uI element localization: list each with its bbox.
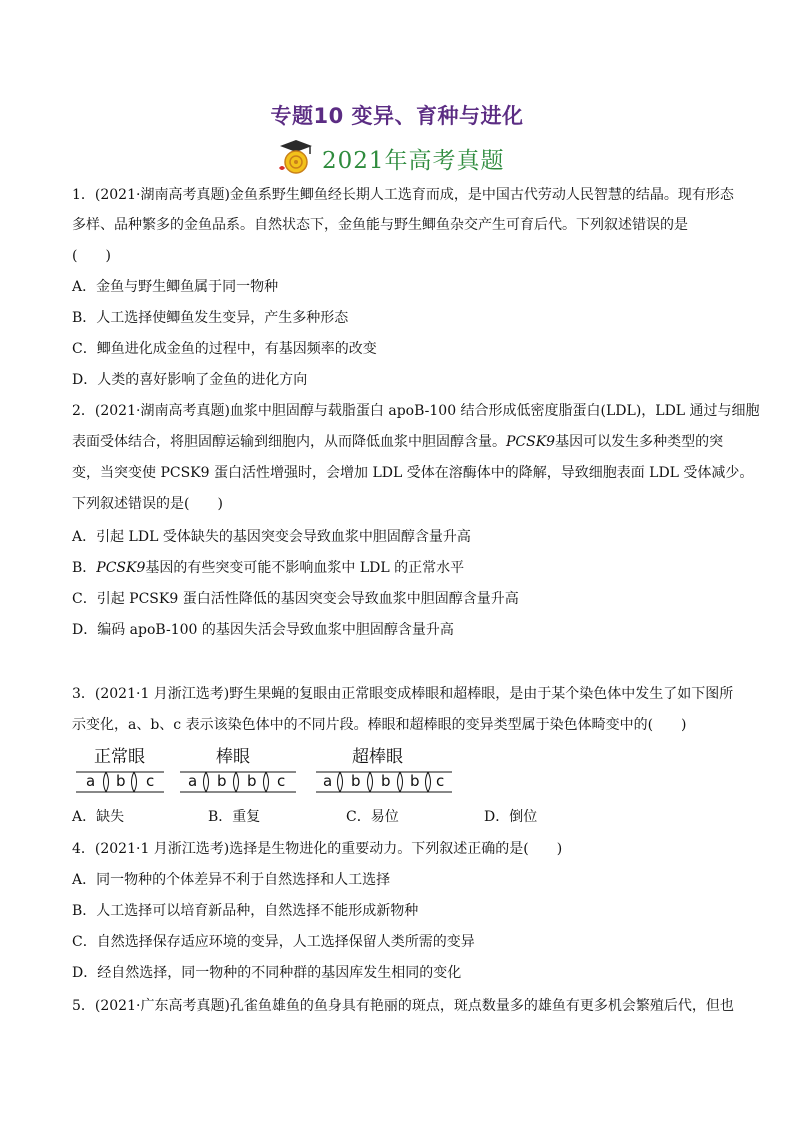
subtitle: 2021年高考真题 [322, 148, 505, 174]
q2-option-b-prefix: B． [72, 560, 97, 576]
bar-seg-b1: b [217, 772, 227, 790]
q2-line-2 [72, 433, 723, 451]
ultra-seg-c: c [436, 772, 445, 790]
label-ultra-bar-eye: 超棒眼 [352, 747, 403, 767]
label-bar-eye: 棒眼 [216, 747, 250, 767]
ultra-seg-a: a [323, 772, 333, 790]
page-title: 专题10 变异、育种与进化 [270, 104, 524, 128]
q2-option-b-gene: PCSK9 [96, 560, 146, 576]
q1-line-3: ( ) [72, 248, 111, 264]
ultra-seg-b2: b [381, 772, 391, 790]
q1-line-2: 多样、品种繁多的金鱼品系。自然状态下，金鱼能与野生鲫鱼杂交产生可育后代。下列叙述错误的是 [72, 217, 688, 233]
q4-option-b: B．人工选择可以培育新品种，自然选择不能形成新物种 [72, 903, 419, 919]
q4-option-c: C．自然选择保存适应环境的变异，人工选择保留人类所需的变异 [72, 934, 475, 950]
q4-line-1: 4．(2021·1 月浙江选考)选择是生物进化的重要动力。下列叙述正确的是( ) [72, 841, 563, 857]
q2-line-1: 2．(2021·湖南高考真题)血浆中胆固醇与载脂蛋白 apoB-100 结合形成低密度脂蛋白(LDL)，LDL 通过与细胞 [72, 403, 760, 419]
ultra-seg-b3: b [410, 772, 420, 790]
q2-option-c: C．引起 PCSK9 蛋白活性降低的基因突变会导致血浆中胆固醇含量升高 [72, 591, 519, 607]
q1-option-a: A．金鱼与野生鲫鱼属于同一物种 [72, 279, 279, 295]
q3-line-2: 示变化，a、b、c 表示该染色体中的不同片段。棒眼和超棒眼的变异类型属于染色体畸变中的( ) [72, 717, 687, 733]
bar-seg-b2: b [247, 772, 257, 790]
q4-option-d: D．经自然选择，同一物种的不同种群的基因库发生相同的变化 [72, 965, 462, 981]
q4-option-a: A．同一物种的个体差异不利于自然选择和人工选择 [72, 872, 391, 888]
q1-option-c: C．鲫鱼进化成金鱼的过程中，有基因频率的改变 [72, 341, 377, 357]
q3-line-1: 3．(2021·1 月浙江选考)野生果蝇的复眼由正常眼变成棒眼和超棒眼，是由于某个染色体中发生了如下图所 [72, 686, 734, 702]
q3-option-b: B．重复 [208, 809, 261, 825]
q3-option-a: A．缺失 [72, 809, 125, 825]
q2-line-4: 下列叙述错误的是( ) [72, 496, 223, 512]
q1-option-b: B．人工选择使鲫鱼发生变异，产生多种形态 [72, 310, 349, 326]
q1-option-d: D．人类的喜好影响了金鱼的进化方向 [72, 372, 308, 388]
q2-option-a: A．引起 LDL 受体缺失的基因突变会导致血浆中胆固醇含量升高 [72, 529, 471, 545]
q3-option-d: D．倒位 [484, 809, 538, 825]
q2-gene-name: PCSK9 [506, 434, 556, 450]
q2-option-b [72, 559, 464, 577]
graduate-logo-icon [276, 138, 316, 176]
ultra-seg-b1: b [351, 772, 361, 790]
q5-line-1: 5．(2021·广东高考真题)孔雀鱼雄鱼的鱼身具有艳丽的斑点，斑点数量多的雄鱼有更多机会繁殖后代，但也 [72, 998, 734, 1014]
q3-option-c: C．易位 [346, 809, 399, 825]
q2-line-2-tail: 基因可以发生多种类型的突 [555, 434, 724, 450]
subtitle-banner [0, 138, 794, 178]
normal-seg-b: b [116, 772, 126, 790]
chromosome-diagram [72, 742, 472, 800]
bar-seg-c: c [277, 772, 286, 790]
label-normal-eye: 正常眼 [94, 747, 145, 767]
q2-line-3: 变，当突变使 PCSK9 蛋白活性增强时，会增加 LDL 受体在溶酶体中的降解，导致细胞表面 LDL 受体减少。 [72, 465, 754, 481]
q2-option-b-text: 基因的有些突变可能不影响血浆中 LDL 的正常水平 [145, 560, 465, 576]
q1-line-1: 1．(2021·湖南高考真题)金鱼系野生鲫鱼经长期人工选育而成，是中国古代劳动人民智慧的结晶。现有形态 [72, 187, 734, 203]
normal-seg-a: a [86, 772, 96, 790]
normal-seg-c: c [146, 772, 155, 790]
q2-line-2-text: 表面受体结合，将胆固醇运输到细胞内，从而降低血浆中胆固醇含量。 [72, 434, 506, 450]
q2-option-d: D．编码 apoB-100 的基因失活会导致血浆中胆固醇含量升高 [72, 622, 454, 638]
bar-seg-a: a [188, 772, 198, 790]
